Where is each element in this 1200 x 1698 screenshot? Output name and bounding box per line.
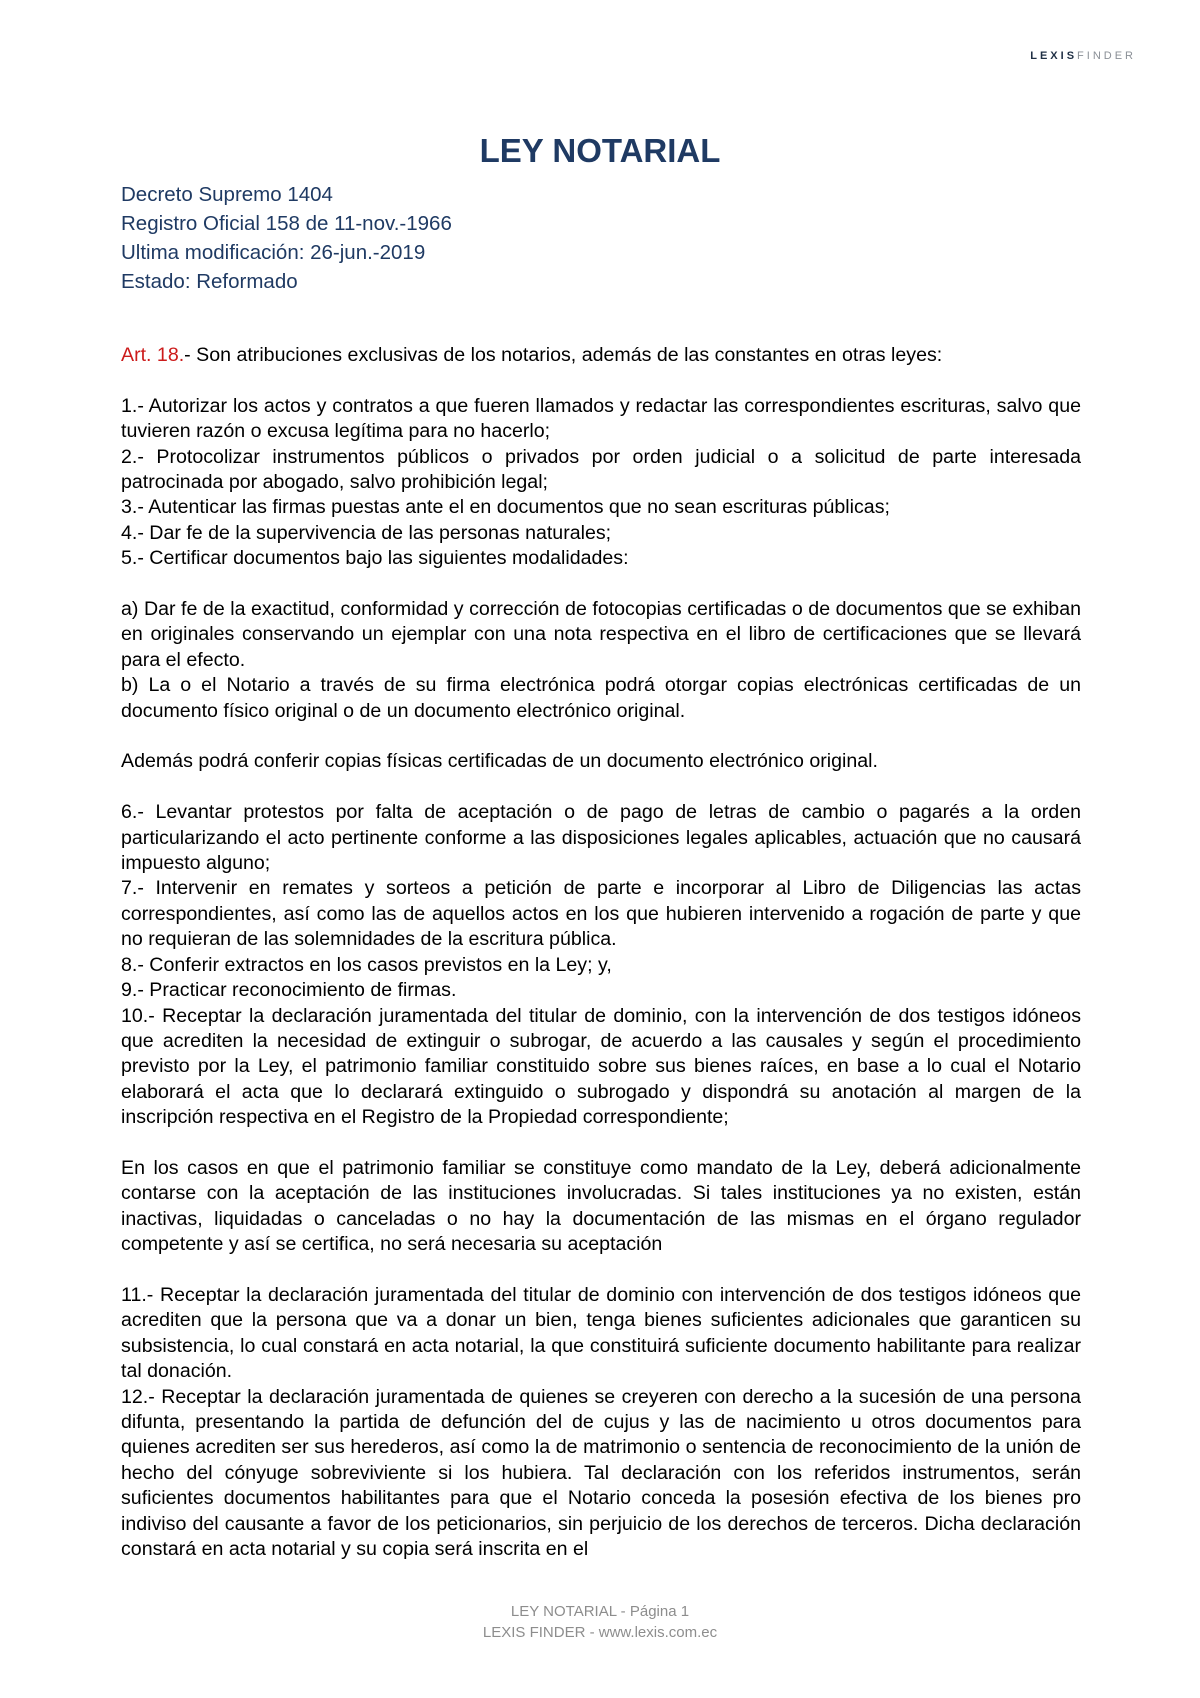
article-paragraph: a) Dar fe de la exactitud, conformidad y corrección de fotocopias certificadas o de documentos que se exhiban en originales conservando un ejemplar con una nota respectiva en el libro de certificaciones que se llevará para el efecto. [121,598,1081,671]
brand-logo [1030,50,1136,62]
article-paragraph: 9.- Practicar reconocimiento de firmas. [121,979,457,1002]
meta-decree: Decreto Supremo 1404 [121,183,333,206]
document-metadata [121,180,452,296]
article-paragraph: 10.- Receptar la declaración juramentada del titular de dominio, con la intervención de dos testigos idóneos que acrediten la necesidad de extinguir o subrogar, de acuerdo a las causales y según el procedimiento previsto por la Ley, el patrimonio familiar constituido sobre sus bienes raíces, en base a lo cual el Notario elaborará el acta que lo declarará extinguido o subrogado y dispondrá su anotación al margen de la inscripción respectiva en el Registro de la Propiedad correspondiente; [121,1004,1081,1129]
article-paragraph: b) La o el Notario a través de su firma electrónica podrá otorgar copias electrónicas certificadas de un documento físico original o de un documento electrónico original. [121,674,1081,722]
article-label: Art. 18. [121,344,185,366]
article-paragraph: 5.- Certificar documentos bajo las siguientes modalidades: [121,547,629,570]
article-paragraph: 12.- Receptar la declaración juramentada de quienes se creyeren con derecho a la sucesión de una persona difunta, presentando la partida de defunción del de cujus y las de nacimiento u otros documentos para quienes acrediten ser sus herederos, así como la de matrimonio o sentencia de reconocimiento de la unión de hecho del cónyuge sobreviviente si los hubiera. Tal declaración con los referidos instrumentos, serán suficientes documentos habilitantes para que el Notario conceda la posesión efectiva de los bienes pro indiviso del causante a favor de los peticionarios, sin perjuicio de los derechos de terceros. Dicha declaración constará en acta notarial y su copia será inscrita en el [121,1385,1081,1560]
article-paragraph: 1.- Autorizar los actos y contratos a que fueren llamados y redactar las correspondientes escrituras, salvo que tuvieren razón o excusa legítima para no hacerlo; [121,394,1081,443]
page-footer [0,1601,1200,1643]
article-paragraphs [121,394,1081,1563]
article-paragraph: 3.- Autenticar las firmas puestas ante el en documentos que no sean escrituras públicas; [121,496,890,519]
article-body [121,343,1081,1562]
brand-logo-left: LEXIS [1030,50,1078,62]
article-paragraph: 8.- Conferir extractos en los casos previstos en la Ley; y, [121,953,612,976]
brand-logo-right: FINDER [1077,50,1136,62]
article-paragraph: En los casos en que el patrimonio familiar se constituye como mandato de la Ley, deberá adicionalmente contarse con la aceptación de las instituciones involucradas. Si tales instituciones ya no existen, están inactivas, liquidadas o canceladas o no hay la documentación de las mismas en el órgano regulador competente y así se certifica, no será necesaria su aceptación [121,1156,1081,1256]
article-paragraph: 6.- Levantar protestos por falta de aceptación o de pago de letras de cambio o pagarés a la orden particularizando el acto pertinente conforme a las disposiciones legales aplicables, actuación que no causará impuesto alguno; [121,801,1081,875]
meta-status: Estado: Reformado [121,270,298,293]
document-title: LEY NOTARIAL [479,132,721,169]
meta-registry: Registro Oficial 158 de 11-nov.-1966 [121,212,452,235]
article-paragraph: Además podrá conferir copias físicas certificadas de un documento electrónico original. [121,750,878,773]
article-paragraph: 11.- Receptar la declaración juramentada del titular de dominio con intervención de dos testigos idóneos que acrediten que la persona que va a donar un bien, tenga bienes suficientes adicionales que garanticen su subsistencia, lo cual constará en acta notarial, la que constituirá suficiente documento habilitante para realizar tal donación. [121,1283,1081,1383]
footer-site: LEXIS FINDER - www.lexis.com.ec [482,1624,718,1641]
article-paragraph: 2.- Protocolizar instrumentos públicos o privados por orden judicial o a solicitud de parte interesada patrocinada por abogado, salvo prohibición legal; [121,445,1081,494]
article-intro: - Son atribuciones exclusivas de los notarios, además de las constantes en otras leyes: [184,344,943,366]
meta-last-modified: Ultima modificación: 26-jun.-2019 [121,241,426,264]
article-paragraph: 7.- Intervenir en remates y sorteos a petición de parte e incorporar al Libro de Diligencias las actas correspondientes, así como las de aquellos actos en los que hubieren intervenido a rogación de parte y que no requieran de las solemnidades de la escritura pública. [121,877,1081,951]
article-heading [121,343,1081,368]
footer-page-label: LEY NOTARIAL - Página 1 [510,1603,690,1620]
article-paragraph: 4.- Dar fe de la supervivencia de las personas naturales; [121,521,612,544]
